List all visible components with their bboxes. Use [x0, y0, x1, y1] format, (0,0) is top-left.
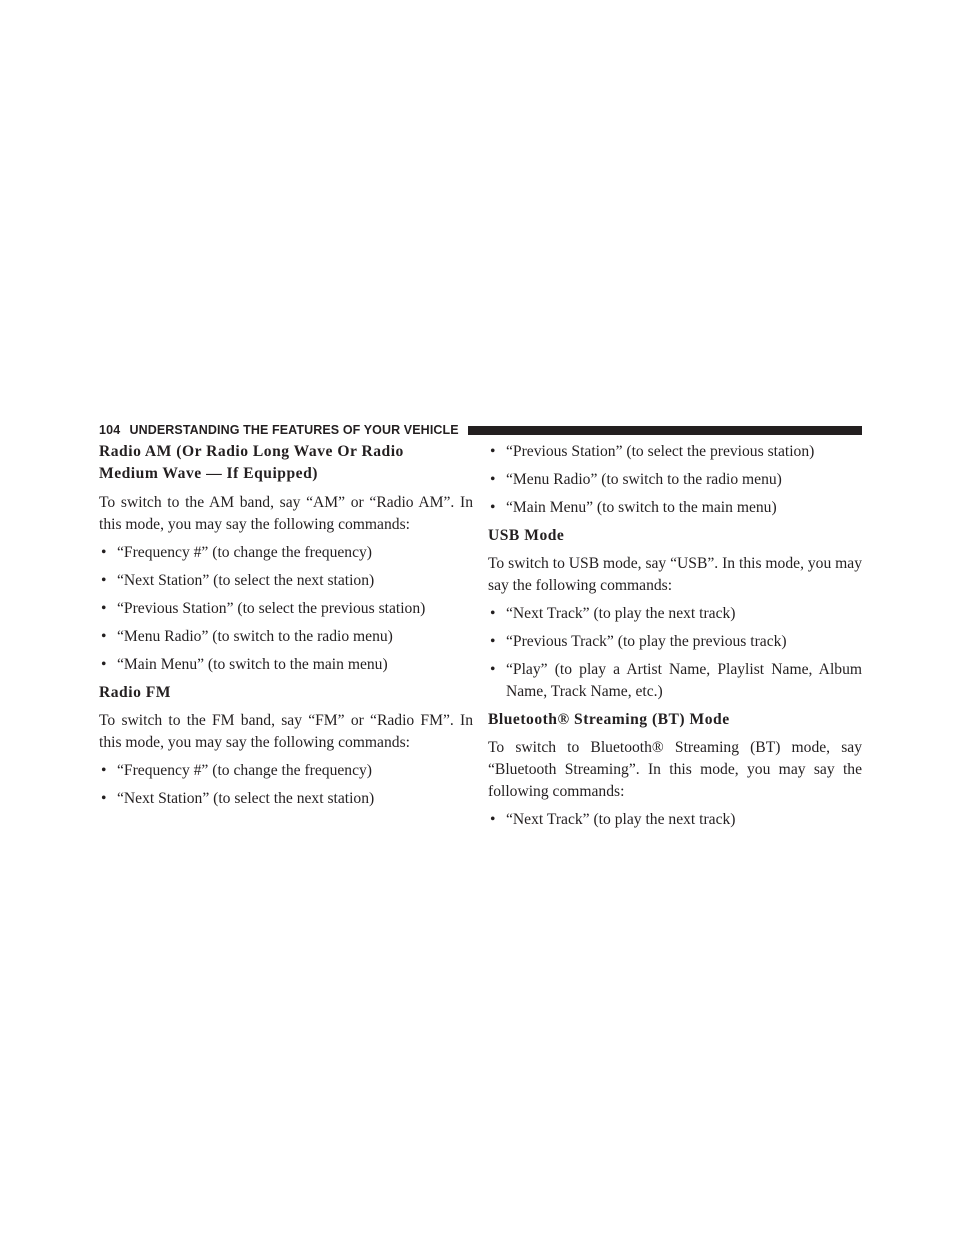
am-command-list: [99, 542, 473, 676]
list-item: • “Frequency #” (to change the frequency): [99, 542, 473, 564]
bullet-icon: •: [490, 499, 496, 516]
list-item: • “Next Station” (to select the next station): [99, 570, 473, 592]
bullet-icon: •: [490, 811, 496, 828]
am-intro: To switch to the AM band, say “AM” or “Radio AM”. In this mode, you may say the following commands:: [99, 494, 473, 533]
list-item: • “Main Menu” (to switch to the main menu): [488, 497, 862, 519]
list-item: • “Next Station” (to select the next station): [99, 788, 473, 810]
bt-command-list: [488, 809, 862, 831]
usb-heading: USB Mode: [488, 527, 565, 544]
page-number: 104: [99, 423, 121, 437]
list-item: • “Main Menu” (to switch to the main menu): [99, 654, 473, 676]
list-item: • “Menu Radio” (to switch to the radio menu): [488, 469, 862, 491]
bullet-icon: •: [101, 544, 107, 561]
bullet-icon: •: [101, 656, 107, 673]
section-title: UNDERSTANDING THE FEATURES OF YOUR VEHICLE: [129, 423, 459, 437]
fm-intro: To switch to the FM band, say “FM” or “Radio FM”. In this mode, you may say the following commands:: [99, 712, 473, 751]
list-item: • “Previous Station” (to select the previous station): [99, 598, 473, 620]
list-item: • “Previous Track” (to play the previous track): [488, 631, 862, 653]
fm-command-list-continued: [488, 441, 862, 519]
am-heading-line2: Medium Wave — If Equipped): [99, 465, 318, 482]
bullet-icon: •: [101, 572, 107, 589]
fm-command-list: [99, 760, 473, 810]
list-item: • “Previous Station” (to select the previous station): [488, 441, 862, 463]
bullet-icon: •: [490, 605, 496, 622]
bullet-icon: •: [490, 443, 496, 460]
usb-intro: To switch to USB mode, say “USB”. In this mode, you may say the following commands:: [488, 555, 862, 594]
list-item: • “Next Track” (to play the next track): [488, 603, 862, 625]
list-item: • “Next Track” (to play the next track): [488, 809, 862, 831]
bullet-icon: •: [101, 628, 107, 645]
am-heading-line1: Radio AM (Or Radio Long Wave Or Radio: [99, 443, 404, 460]
left-column: [99, 441, 473, 816]
bullet-icon: •: [101, 790, 107, 807]
bullet-icon: •: [490, 633, 496, 650]
bullet-icon: •: [490, 471, 496, 488]
list-item: • “Frequency #” (to change the frequency): [99, 760, 473, 782]
bt-heading: Bluetooth® Streaming (BT) Mode: [488, 711, 730, 728]
right-column: [488, 441, 862, 837]
running-header: [99, 420, 862, 440]
fm-heading: Radio FM: [99, 684, 172, 701]
list-item: • “Menu Radio” (to switch to the radio menu): [99, 626, 473, 648]
header-rule: [468, 426, 862, 435]
bt-intro: To switch to Bluetooth® Streaming (BT) mode, say “Bluetooth Streaming”. In this mode, you may say the following commands:: [488, 739, 862, 800]
bullet-icon: •: [101, 600, 107, 617]
usb-command-list: [488, 603, 862, 703]
bullet-icon: •: [490, 661, 496, 678]
list-item: • “Play” (to play a Artist Name, Playlist Name, Album Name, Track Name, etc.): [490, 661, 862, 700]
am-heading: [99, 441, 473, 485]
bullet-icon: •: [101, 762, 107, 779]
